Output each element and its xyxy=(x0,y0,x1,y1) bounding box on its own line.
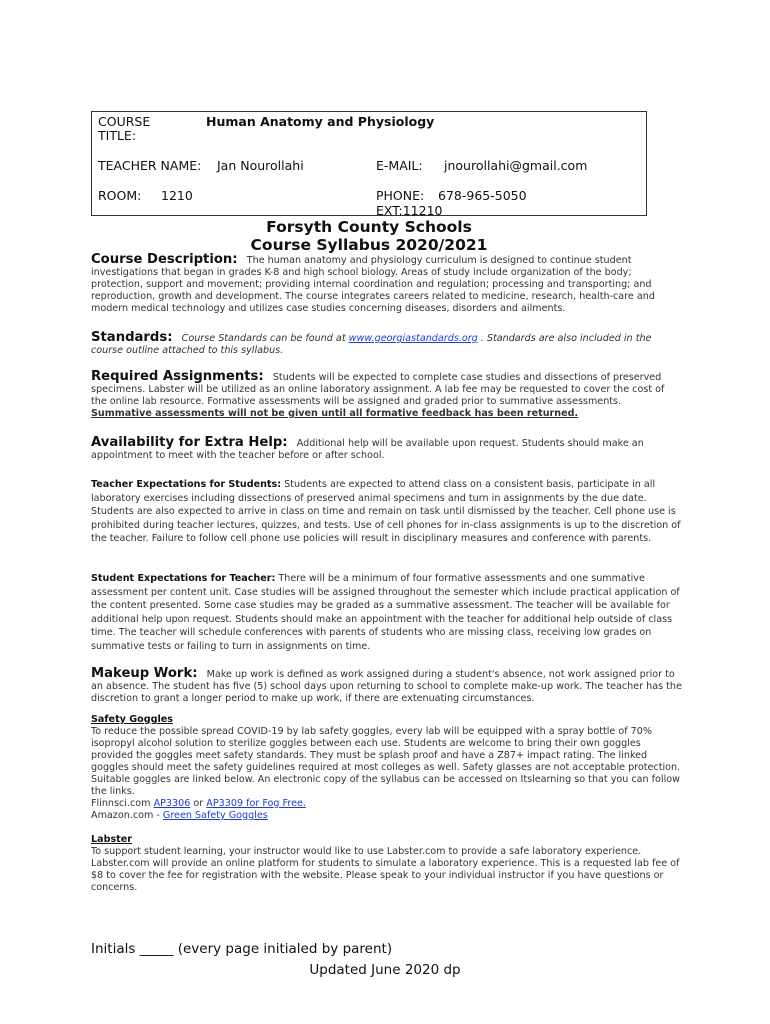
labster-heading: Labster xyxy=(91,834,132,845)
teacher-name: Jan Nourollahi xyxy=(217,158,304,173)
ap3306-link[interactable]: AP3306 xyxy=(153,798,191,809)
teacher-expectations-heading: Teacher Expectations for Students: xyxy=(91,479,282,490)
school-name: Forsyth County Schools xyxy=(266,218,472,236)
phone-extension: EXT:11210 xyxy=(376,203,443,218)
teacher-name-label: TEACHER NAME: xyxy=(98,158,202,173)
room-value: 1210 xyxy=(161,188,193,203)
teacher-expectations-text: Students are expected to attend class on a consistent basis, participate in all laboratory exercises including dissections of preserved animal specimens and turn in assignments by the due date. Students are also expected to arrive in class on time and remain on task until dismissed by the teacher. Cell phone use is prohibited during teacher lectures, quizzes, and tests. Use of cell phones for in-class assignments is up to the discretion of the teacher. Failure to follow cell phone use policies will result in disciplinary measures and conference with parents. xyxy=(91,479,681,545)
makeup-work-section xyxy=(91,668,683,705)
extra-help-heading: Availability for Extra Help: xyxy=(91,435,288,450)
labster-section xyxy=(91,834,683,894)
student-expectations-section xyxy=(91,572,683,654)
standards-link[interactable]: www.georgiastandards.org xyxy=(348,333,478,344)
required-assignments-heading: Required Assignments: xyxy=(91,369,264,384)
course-title: Human Anatomy and Physiology xyxy=(206,114,435,129)
email-label: E-MAIL: xyxy=(376,158,423,173)
amazon-prefix: Amazon.com - xyxy=(91,810,160,821)
phone-value: 678-965-5050 xyxy=(438,188,527,203)
course-description-section xyxy=(91,254,683,315)
safety-goggles-heading: Safety Goggles xyxy=(91,714,173,725)
makeup-work-heading: Makeup Work: xyxy=(91,666,198,681)
teacher-expectations-section xyxy=(91,478,683,546)
syllabus-title: Course Syllabus 2020/2021 xyxy=(250,236,488,254)
course-info-box xyxy=(91,111,647,216)
flinn-prefix: Flinnsci.com xyxy=(91,798,151,809)
document-title xyxy=(91,218,647,254)
extra-help-section xyxy=(91,437,683,462)
room-label: ROOM: xyxy=(98,188,142,203)
updated-note: Updated June 2020 dp xyxy=(309,962,461,978)
required-assignments-section xyxy=(91,371,683,420)
green-goggles-link[interactable]: Green Safety Goggles xyxy=(162,810,268,821)
flinn-links-line xyxy=(91,798,683,810)
flinn-or: or xyxy=(193,798,204,809)
student-expectations-text: There will be a minimum of four formative assessments and one summative assessment per content unit. Case studies will be assigned throughout the semester which include practical application of the content presented. Some case studies may be graded as a summative assessment. The teacher will be available for additional help upon request. Students should make an appointment with the teacher for additional help outside of class time. The teacher will schedule conferences with parents of students who are missing class, receiving low grades on summative tests or failing to turn in assignments on time. xyxy=(91,573,680,652)
student-expectations-heading: Student Expectations for Teacher: xyxy=(91,573,276,584)
ap3309-link[interactable]: AP3309 for Fog Free. xyxy=(206,798,306,809)
phone-label: PHONE: xyxy=(376,188,425,203)
course-title-label: COURSE TITLE: xyxy=(98,114,151,143)
course-description-text: The human anatomy and physiology curriculum is designed to continue student investigations that began in grades K-8 and high school biology. Areas of study include organization of the body; protection, support and movement; providing internal coordination and regulation; processing and transporting; and reproduction, growth and development. The course integrates careers related to medicine, research, health-care and modern medical technology and utilizes case studies concerning diseases, disorders and ailments. xyxy=(91,255,655,314)
safety-goggles-text: To reduce the possible spread COVID-19 by lab safety goggles, every lab will be equipped with a spray bottle of 70% isopropyl alcohol solution to sterilize goggles between each use. Students are welcome to bring their own goggles provided the goggles meet safety standards. They must be splash proof and have a Z87+ impact rating. The linked goggles should meet the safety guidelines required at most colleges as well. Safety glasses are not acceptable protection. Suitable goggles are linked below. An electronic copy of the syllabus can be accessed on Itslearning so that you can follow the links. xyxy=(91,726,681,797)
course-description-heading: Course Description: xyxy=(91,252,238,267)
labster-text: To support student learning, your instructor would like to use Labster.com to provide a safe laboratory experience. Labster.com will provide an online platform for students to simulate a laboratory experience. This is a requested lab fee of $8 to cover the fee for registration with the website. Please speak to your individual instructor if you have questions or concerns. xyxy=(91,846,680,893)
extra-help-text: Additional help will be available upon request. Students should make an appointment to meet with the teacher before or after school. xyxy=(91,438,644,461)
standards-section xyxy=(91,332,683,357)
initials-line: Initials _____ (every page initialed by parent) xyxy=(91,941,393,957)
required-assignments-text: Students will be expected to complete case studies and dissections of preserved specimens. Labster will be utilized as an online laboratory assignment. A lab fee may be requested to cover the cost of the online lab resource. Formative assessments will be assigned and graded prior to summative assessments. xyxy=(91,372,665,407)
safety-goggles-section xyxy=(91,714,683,822)
standards-text-after: . Standards are also included in the course outline attached to this syllabus. xyxy=(91,333,652,356)
email-value: jnourollahi@gmail.com xyxy=(444,158,588,173)
makeup-work-text: Make up work is defined as work assigned during a student's absence, not work assigned prior to an absence. The student has five (5) school days upon returning to school to complete make-up work. The teacher has the discretion to grant a longer period to make up work, if there are extenuating circumstances. xyxy=(91,669,682,704)
standards-heading: Standards: xyxy=(91,330,173,345)
summative-notice: Summative assessments will not be given until all formative feedback has been returned. xyxy=(91,408,579,419)
standards-text-before: Course Standards can be found at xyxy=(181,333,346,344)
amazon-link-line xyxy=(91,810,683,822)
